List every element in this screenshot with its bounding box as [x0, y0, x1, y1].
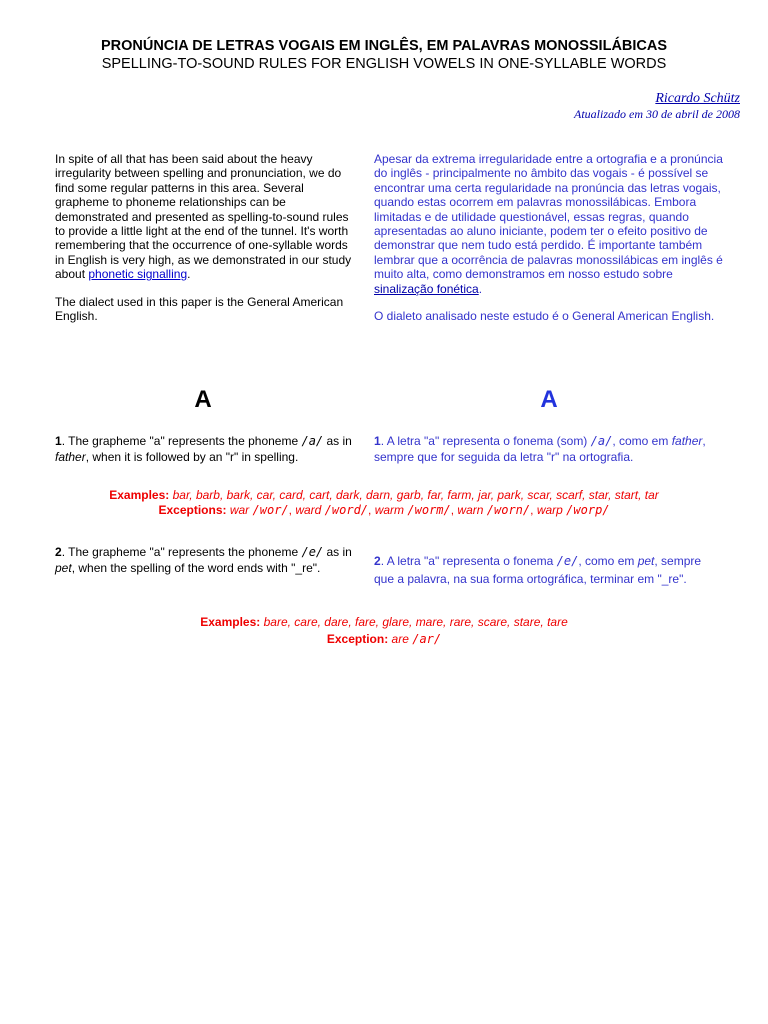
section-letter-portuguese: A: [540, 386, 558, 413]
title-portuguese: PRONÚNCIA DE LETRAS VOGAIS EM INGLÊS, EM PALAVRAS MONOSSILÁBICAS: [100, 38, 668, 54]
intro-pt-paragraph-2: O dialeto analisado neste estudo é o General American English.: [374, 309, 715, 324]
rule-1-examples: Examples: bar, barb, bark, car, card, cart, dark, darn, garb, far, farm, jar, park, scar, scarf, star, start, tar: [109, 488, 659, 502]
section-letter-english: A: [194, 386, 212, 413]
updated-date: Atualizado em 30 de abril de 2008: [574, 107, 740, 121]
sinalizacao-fonetica-link[interactable]: sinalização fonética: [374, 281, 479, 296]
rule-2-exception: Exception: are /ar/: [326, 632, 442, 646]
rule-1-exceptions: Exceptions: war /wor/, ward /word/, warm /worm/, warn /worn/, warp /worp/: [158, 503, 610, 517]
title-english: SPELLING-TO-SOUND RULES FOR ENGLISH VOWELS IN ONE-SYLLABLE WORDS: [101, 56, 667, 72]
rule-1-portuguese: 1. A letra "a" representa o fonema (som) /a/, como em father, sempre que for seguida da letra "r" na ortografia.: [374, 434, 706, 464]
author-link[interactable]: Ricardo Schütz: [655, 91, 740, 106]
author-block: [574, 90, 740, 121]
rule-2-portuguese: 2. A letra "a" representa o fonema /e/, como em pet, sempre que a palavra, na sua forma ortográfica, terminar em "_re".: [374, 554, 702, 586]
document-title: [0, 37, 768, 73]
intro-english: [55, 152, 355, 336]
intro-pt-paragraph-1: Apesar da extrema irregularidade entre a ortografia e a pronúncia do inglês - principalmente no âmbito das vogais - é possível se encontrar uma certa regularidade na pronúncia das letras vogais, quando estas ocorrem em palavras monossilábicas. Embora limitadas e de utilidade questionável, essas regras, quando apresentadas ao aluno iniciante, podem ter o efeito positivo de demonstrar que nem tudo está perdido. É importante também lembrar que a ocorrência de palavras monossilábicas em inglês é muito alta, como demonstramos em nosso estudo sobre sinalização fonética.: [374, 152, 723, 296]
rule-1-english: 1. The grapheme "a" represents the phoneme /a/ as in father, when it is followed by an "r" in spelling.: [55, 434, 352, 464]
rule-2-examples: Examples: bare, care, dare, fare, glare, mare, rare, scare, stare, tare: [200, 615, 568, 629]
phonetic-signalling-link[interactable]: phonetic signalling: [88, 267, 188, 282]
intro-en-paragraph-2: The dialect used in this paper is the General American English.: [55, 294, 344, 324]
intro-portuguese: [374, 152, 724, 336]
rule-2-english: 2. The grapheme "a" represents the phoneme /e/ as in pet, when the spelling of the word ends with "_re".: [55, 545, 352, 575]
intro-en-paragraph-1: In spite of all that has been said about the heavy irregularity between spelling and pronunciation, we do find some regular patterns in this area. Several grapheme to phoneme relationships can be demonstrated and presented as spelling-to-sound rules to provide a little light at the end of the tunnel. It's worth remembering that the occurrence of one-syllable words in English is very high, as we demonstrated in our study about phonetic signalling.: [55, 152, 352, 282]
